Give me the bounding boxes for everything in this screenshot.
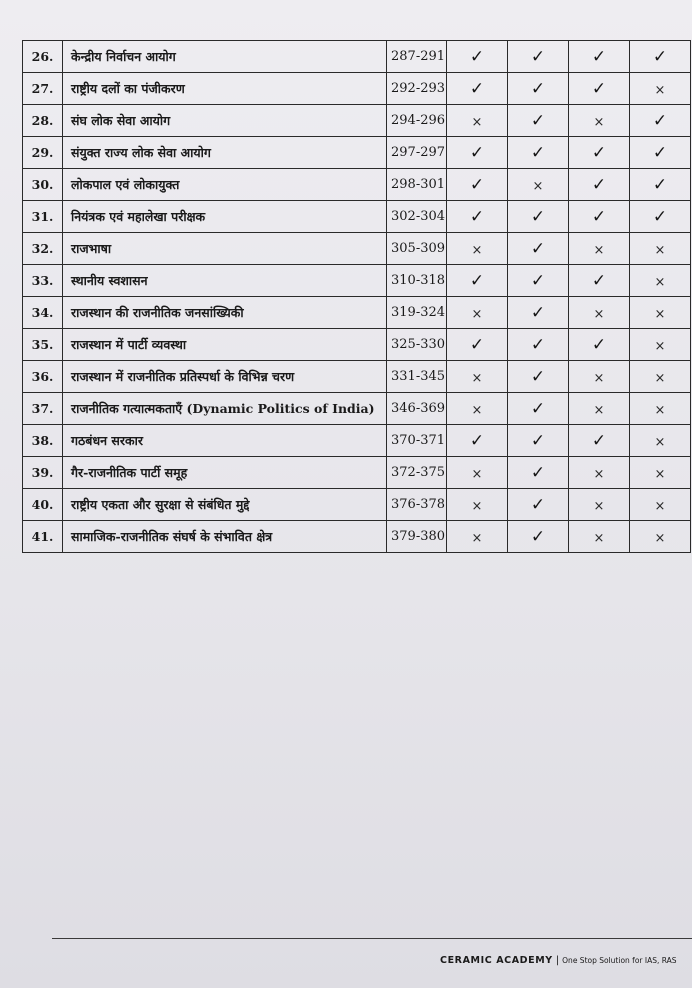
page-range: 297-297 (387, 137, 447, 169)
check-icon: ✓ (591, 46, 607, 67)
status-cell (569, 361, 630, 393)
check-icon: ✓ (530, 334, 546, 355)
check-icon: ✓ (530, 110, 546, 131)
status-cell (508, 425, 569, 457)
page-range: 370-371 (387, 425, 447, 457)
chapter-number: 32. (23, 233, 63, 265)
cross-icon: × (593, 498, 605, 514)
status-cell (630, 137, 691, 169)
page-range: 292-293 (387, 73, 447, 105)
cross-icon: × (654, 242, 666, 258)
chapter-number: 27. (23, 73, 63, 105)
check-icon: ✓ (469, 78, 485, 99)
status-cell (508, 361, 569, 393)
cross-icon: × (471, 530, 483, 546)
table-row (23, 457, 691, 489)
status-cell (447, 265, 508, 297)
check-icon: ✓ (652, 206, 668, 227)
status-cell (630, 297, 691, 329)
status-cell (447, 233, 508, 265)
status-cell (630, 41, 691, 73)
cross-icon: × (471, 306, 483, 322)
status-cell (630, 201, 691, 233)
chapter-title: नियंत्रक एवं महालेखा परीक्षक (63, 201, 387, 233)
chapter-number: 34. (23, 297, 63, 329)
cross-icon: × (471, 466, 483, 482)
chapter-title: राजभाषा (63, 233, 387, 265)
check-icon: ✓ (469, 142, 485, 163)
status-cell (447, 425, 508, 457)
status-cell (447, 137, 508, 169)
status-cell (569, 489, 630, 521)
chapter-title: राष्ट्रीय दलों का पंजीकरण (63, 73, 387, 105)
check-icon: ✓ (530, 526, 546, 547)
footer-tagline: One Stop Solution for IAS, RAS (562, 956, 677, 965)
status-cell (569, 425, 630, 457)
chapter-title: सामाजिक-राजनीतिक संघर्ष के संभावित क्षेत्र (63, 521, 387, 553)
status-cell (508, 393, 569, 425)
check-icon: ✓ (591, 78, 607, 99)
cross-icon: × (593, 114, 605, 130)
check-icon: ✓ (469, 270, 485, 291)
status-cell (569, 265, 630, 297)
cross-icon: × (654, 82, 666, 98)
page-range: 302-304 (387, 201, 447, 233)
status-cell (569, 521, 630, 553)
cross-icon: × (654, 306, 666, 322)
cross-icon: × (593, 370, 605, 386)
cross-icon: × (471, 498, 483, 514)
status-cell (630, 393, 691, 425)
cross-icon: × (654, 498, 666, 514)
cross-icon: × (593, 402, 605, 418)
table-row (23, 393, 691, 425)
check-icon: ✓ (530, 494, 546, 515)
chapter-number: 33. (23, 265, 63, 297)
status-cell (447, 521, 508, 553)
chapter-title: गठबंधन सरकार (63, 425, 387, 457)
table-row (23, 521, 691, 553)
status-cell (447, 361, 508, 393)
status-cell (569, 329, 630, 361)
status-cell (630, 457, 691, 489)
page-range: 298-301 (387, 169, 447, 201)
cross-icon: × (593, 466, 605, 482)
status-cell (569, 137, 630, 169)
check-icon: ✓ (652, 142, 668, 163)
status-cell (508, 521, 569, 553)
status-cell (447, 393, 508, 425)
status-cell (630, 521, 691, 553)
page-range: 319-324 (387, 297, 447, 329)
chapter-title: राजस्थान की राजनीतिक जनसांख्यिकी (63, 297, 387, 329)
page-range: 331-345 (387, 361, 447, 393)
cross-icon: × (654, 530, 666, 546)
chapter-number: 31. (23, 201, 63, 233)
table-row (23, 265, 691, 297)
status-cell (508, 41, 569, 73)
chapter-number: 38. (23, 425, 63, 457)
status-cell (447, 201, 508, 233)
cross-icon: × (593, 306, 605, 322)
status-cell (447, 105, 508, 137)
page-range: 346-369 (387, 393, 447, 425)
contents-table-body (23, 41, 691, 553)
cross-icon: × (471, 402, 483, 418)
chapter-title: राष्ट्रीय एकता और सुरक्षा से संबंधित मुद्दे (63, 489, 387, 521)
table-row (23, 233, 691, 265)
check-icon: ✓ (469, 430, 485, 451)
chapter-title: गैर-राजनीतिक पार्टी समूह (63, 457, 387, 489)
check-icon: ✓ (591, 142, 607, 163)
check-icon: ✓ (530, 142, 546, 163)
status-cell (569, 73, 630, 105)
check-icon: ✓ (652, 174, 668, 195)
status-cell (447, 329, 508, 361)
table-row (23, 297, 691, 329)
status-cell (508, 73, 569, 105)
table-row (23, 361, 691, 393)
status-cell (447, 457, 508, 489)
check-icon: ✓ (530, 46, 546, 67)
chapter-title: राजनीतिक गत्यात्मकताएँ (Dynamic Politics of India) (63, 393, 387, 425)
footer-brand: CERAMIC ACADEMY (440, 955, 553, 966)
chapter-number: 26. (23, 41, 63, 73)
cross-icon: × (654, 274, 666, 290)
page-range: 305-309 (387, 233, 447, 265)
chapter-title: केन्द्रीय निर्वाचन आयोग (63, 41, 387, 73)
page-range: 310-318 (387, 265, 447, 297)
table-row (23, 73, 691, 105)
status-cell (630, 489, 691, 521)
check-icon: ✓ (591, 206, 607, 227)
chapter-title: संयुक्त राज्य लोक सेवा आयोग (63, 137, 387, 169)
status-cell (447, 73, 508, 105)
chapter-number: 35. (23, 329, 63, 361)
status-cell (569, 169, 630, 201)
table-row (23, 425, 691, 457)
cross-icon: × (654, 338, 666, 354)
table-row (23, 329, 691, 361)
status-cell (569, 233, 630, 265)
status-cell (569, 393, 630, 425)
check-icon: ✓ (469, 174, 485, 195)
chapter-title: लोकपाल एवं लोकायुक्त (63, 169, 387, 201)
table-row (23, 201, 691, 233)
status-cell (569, 457, 630, 489)
status-cell (569, 201, 630, 233)
check-icon: ✓ (530, 270, 546, 291)
status-cell (508, 169, 569, 201)
cross-icon: × (654, 434, 666, 450)
footer (440, 948, 677, 967)
page-range: 287-291 (387, 41, 447, 73)
chapter-title: स्थानीय स्वशासन (63, 265, 387, 297)
check-icon: ✓ (591, 334, 607, 355)
check-icon: ✓ (469, 334, 485, 355)
chapter-number: 40. (23, 489, 63, 521)
chapter-number: 37. (23, 393, 63, 425)
chapter-title: राजस्थान में राजनीतिक प्रतिस्पर्धा के विभिन्न चरण (63, 361, 387, 393)
status-cell (447, 489, 508, 521)
status-cell (569, 297, 630, 329)
page-range: 376-378 (387, 489, 447, 521)
cross-icon: × (654, 402, 666, 418)
table-row (23, 105, 691, 137)
cross-icon: × (471, 114, 483, 130)
status-cell (508, 105, 569, 137)
cross-icon: × (654, 370, 666, 386)
check-icon: ✓ (530, 366, 546, 387)
check-icon: ✓ (530, 206, 546, 227)
check-icon: ✓ (530, 430, 546, 451)
status-cell (447, 169, 508, 201)
status-cell (508, 137, 569, 169)
check-icon: ✓ (591, 430, 607, 451)
cross-icon: × (654, 466, 666, 482)
status-cell (508, 201, 569, 233)
footer-separator: | (555, 955, 560, 966)
page-range: 294-296 (387, 105, 447, 137)
chapter-title: संघ लोक सेवा आयोग (63, 105, 387, 137)
page-range: 379-380 (387, 521, 447, 553)
chapter-title: राजस्थान में पार्टी व्यवस्था (63, 329, 387, 361)
cross-icon: × (532, 178, 544, 194)
status-cell (447, 297, 508, 329)
status-cell (508, 457, 569, 489)
status-cell (630, 73, 691, 105)
status-cell (630, 329, 691, 361)
cross-icon: × (471, 242, 483, 258)
chapter-number: 36. (23, 361, 63, 393)
status-cell (508, 329, 569, 361)
check-icon: ✓ (652, 46, 668, 67)
status-cell (630, 169, 691, 201)
status-cell (630, 265, 691, 297)
check-icon: ✓ (469, 206, 485, 227)
table-row (23, 137, 691, 169)
chapter-number: 39. (23, 457, 63, 489)
status-cell (569, 105, 630, 137)
status-cell (630, 361, 691, 393)
check-icon: ✓ (591, 270, 607, 291)
status-cell (447, 41, 508, 73)
cross-icon: × (593, 530, 605, 546)
chapter-number: 28. (23, 105, 63, 137)
table-row (23, 41, 691, 73)
status-cell (569, 41, 630, 73)
status-cell (508, 265, 569, 297)
check-icon: ✓ (530, 302, 546, 323)
table-row (23, 489, 691, 521)
contents-table (22, 40, 691, 553)
check-icon: ✓ (530, 78, 546, 99)
check-icon: ✓ (530, 398, 546, 419)
check-icon: ✓ (530, 238, 546, 259)
footer-divider (52, 938, 692, 939)
chapter-number: 41. (23, 521, 63, 553)
cross-icon: × (471, 370, 483, 386)
status-cell (508, 489, 569, 521)
status-cell (630, 425, 691, 457)
chapter-number: 29. (23, 137, 63, 169)
check-icon: ✓ (591, 174, 607, 195)
table-row (23, 169, 691, 201)
chapter-number: 30. (23, 169, 63, 201)
cross-icon: × (593, 242, 605, 258)
status-cell (508, 297, 569, 329)
check-icon: ✓ (530, 462, 546, 483)
status-cell (508, 233, 569, 265)
status-cell (630, 105, 691, 137)
check-icon: ✓ (652, 110, 668, 131)
check-icon: ✓ (469, 46, 485, 67)
page-range: 325-330 (387, 329, 447, 361)
page-range: 372-375 (387, 457, 447, 489)
status-cell (630, 233, 691, 265)
